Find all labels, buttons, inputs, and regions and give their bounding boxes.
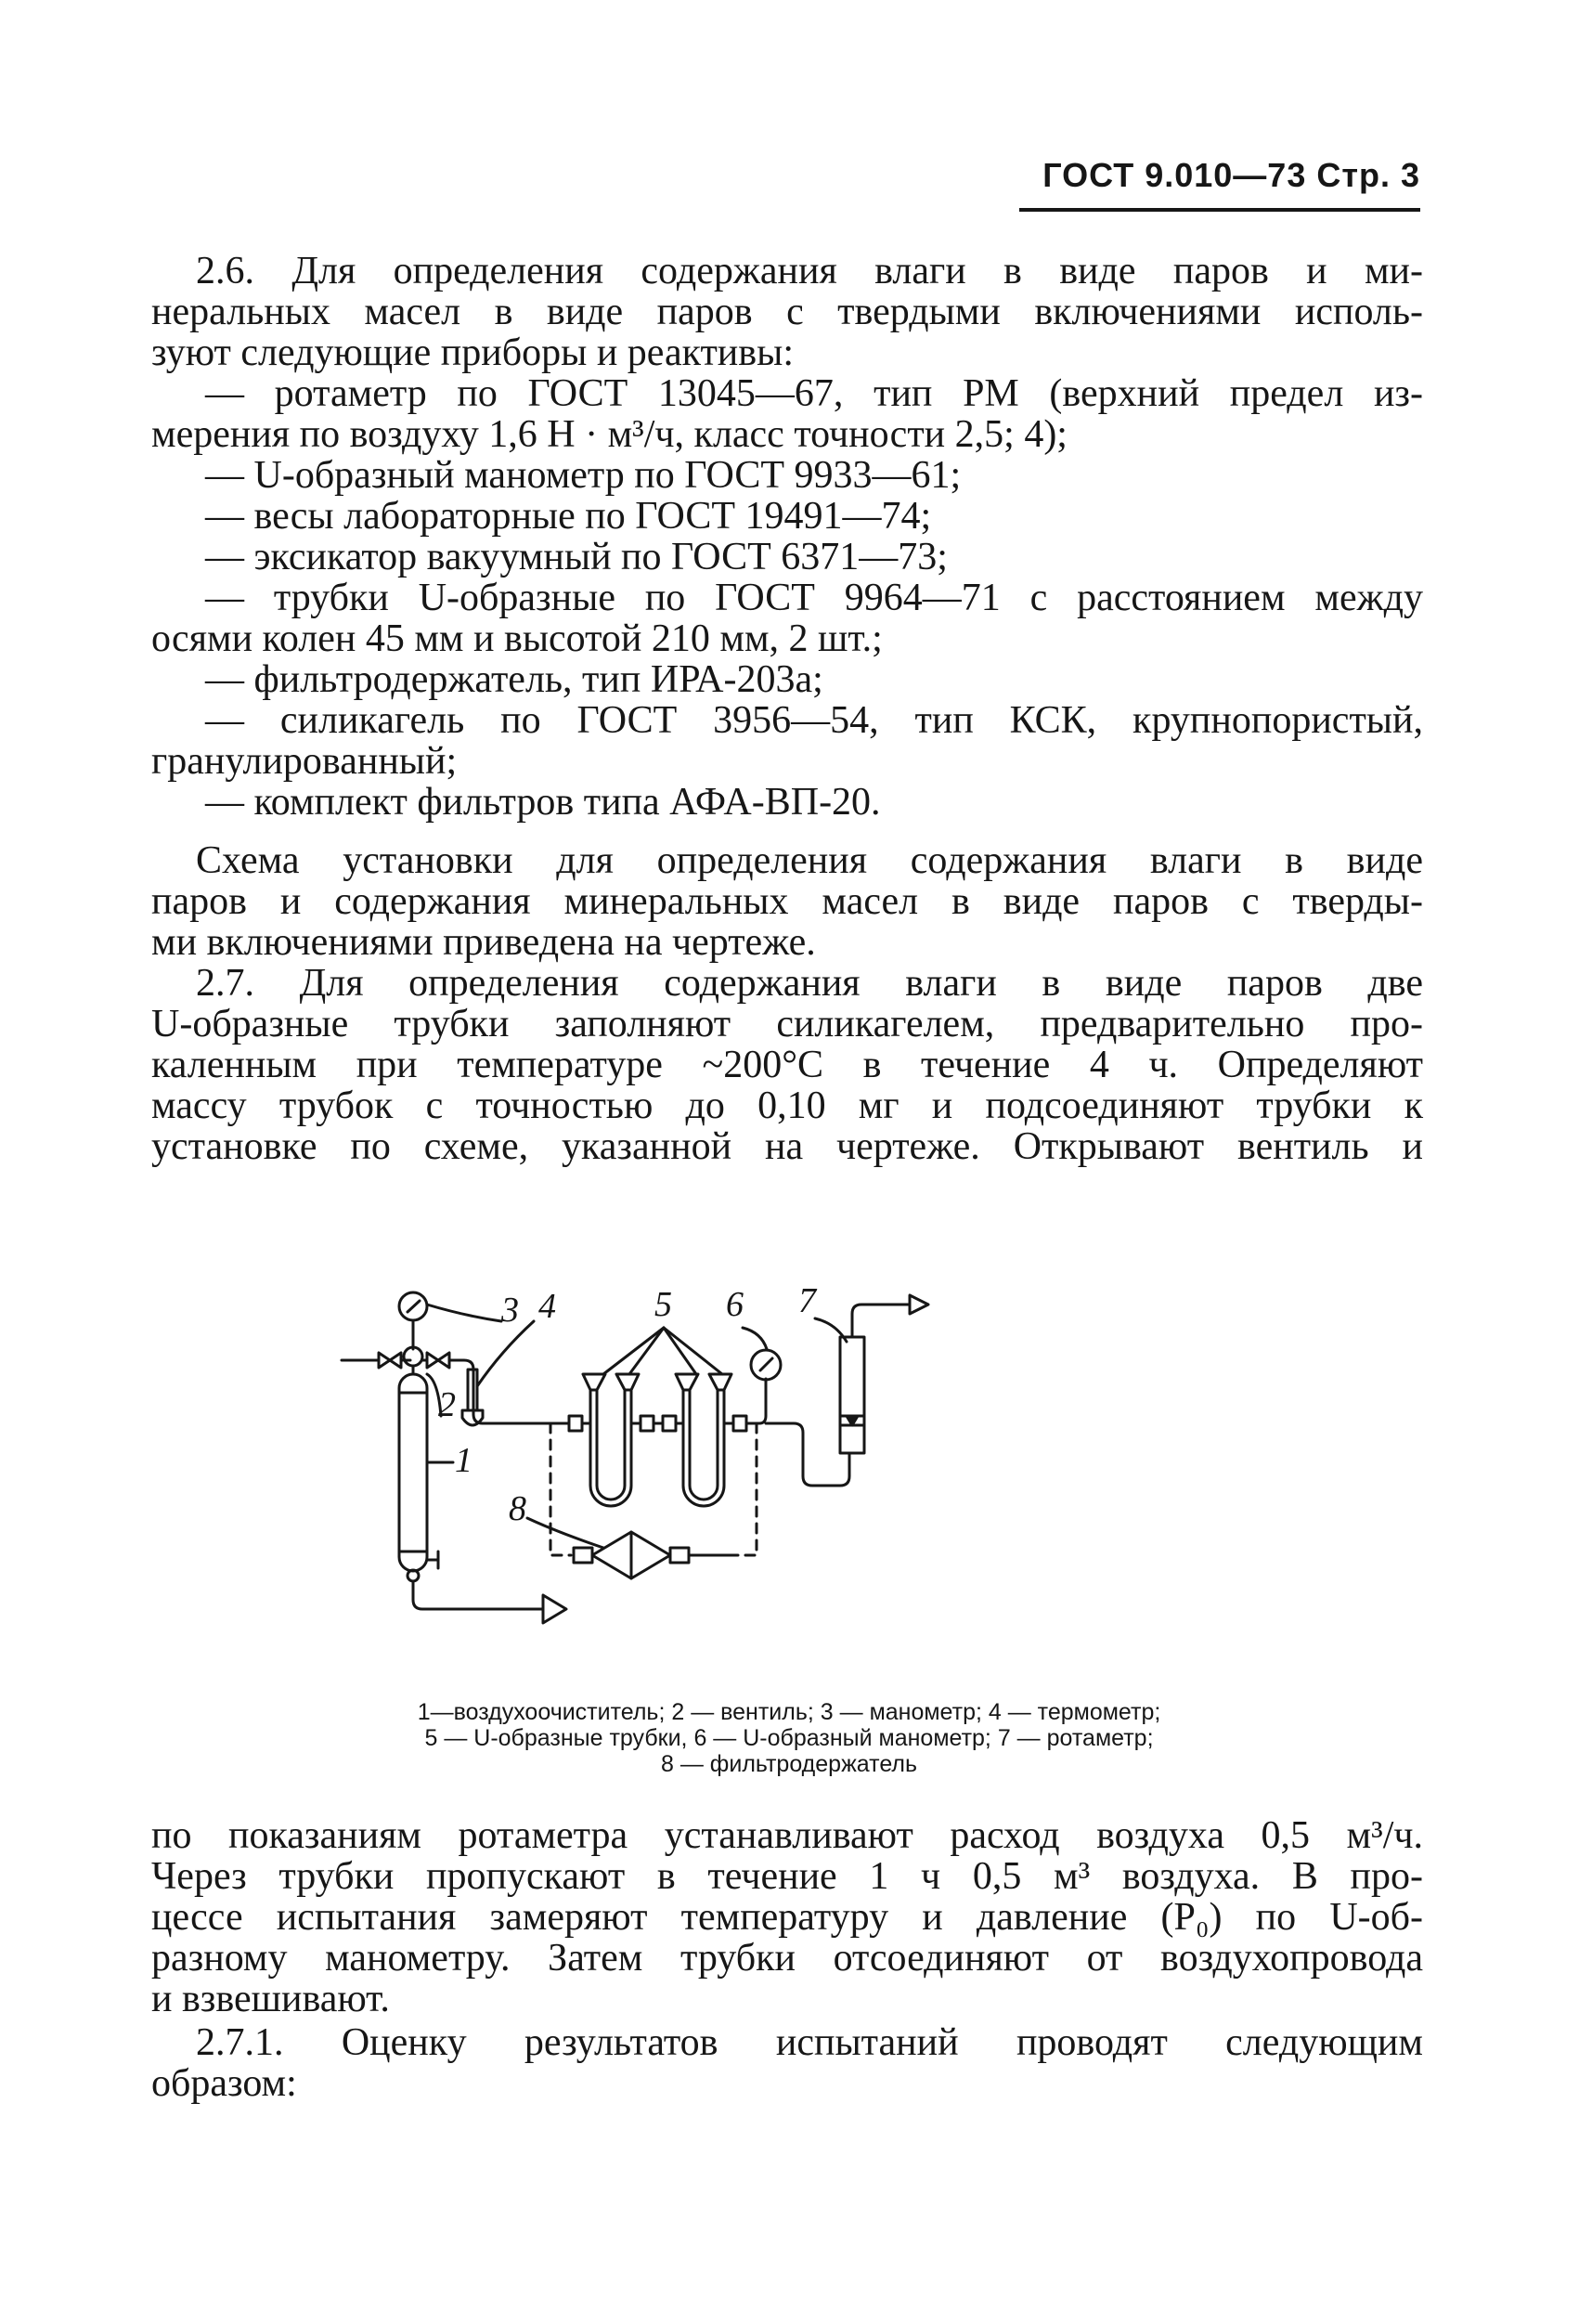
leader-line — [743, 1328, 767, 1349]
list-item: — весы лабораторные по ГОСТ 19491—74; — [205, 495, 932, 538]
figure-label-3: 3 — [501, 1291, 519, 1330]
paragraph-line: неральных масел в виде паров с твердыми включениями исполь- — [151, 291, 1423, 333]
list-item: — трубки U-образные по ГОСТ 9964—71 с расстоянием между — [205, 577, 1423, 619]
figure-label-1: 1 — [455, 1441, 472, 1480]
pipe — [852, 1305, 910, 1337]
page-header — [1012, 156, 1420, 195]
apparatus-svg — [334, 1277, 1281, 1694]
connector — [569, 1416, 582, 1431]
leader-line — [527, 1518, 603, 1548]
figure-label-4: 4 — [538, 1287, 556, 1326]
tube-stopper-icon — [676, 1374, 698, 1390]
list-item: — ротаметр по ГОСТ 13045—67, тип РМ (верхний предел из- — [205, 372, 1423, 415]
list-item: — комплект фильтров типа АФА-ВП-20. — [205, 781, 881, 824]
paragraph-line: и взвешивают. — [151, 1978, 390, 2020]
list-item-cont: гранулированный; — [151, 740, 458, 783]
paragraph-line: паров и содержания минеральных масел в виде паров с тверды- — [151, 880, 1423, 923]
procedure-paragraph — [151, 1815, 1423, 2019]
drain-pipe — [413, 1581, 543, 1609]
figure-label-7: 7 — [798, 1281, 816, 1320]
leader-line — [477, 1321, 534, 1386]
paragraph-line: U-образные трубки заполняют силикагелем, предварительно про- — [151, 1003, 1423, 1045]
rotameter-7 — [840, 1337, 864, 1453]
list-item-cont: мерения по воздуху 1,6 Н · м³/ч, класс точности 2,5; 4); — [151, 413, 1068, 456]
figure-label-2: 2 — [438, 1385, 456, 1424]
connector — [670, 1548, 689, 1563]
outlet-arrow-icon — [543, 1595, 566, 1623]
figure-label-8: 8 — [509, 1489, 526, 1528]
caption-line: 8 — фильтродержатель — [660, 1751, 918, 1777]
paragraph-line: 2.7. Для определения содержания влаги в виде паров две — [196, 962, 1423, 1005]
connector — [641, 1416, 654, 1431]
paragraph-line: цессе испытания замеряют температуру и давление (P₀) по U-об- — [151, 1896, 1423, 1939]
paragraph-line: разному манометру. Затем трубки отсоединяют от воздухопровода — [151, 1937, 1423, 1980]
paragraph-line: ми включениями приведена на чертеже. — [151, 921, 816, 964]
list-item: — фильтродержатель, тип ИРА-203а; — [205, 658, 823, 701]
section-2-7 — [151, 963, 1423, 1167]
paragraph-line: установке по схеме, указанной на чертеже. Открывают вентиль и — [151, 1125, 1423, 1168]
valve-2-icon — [427, 1353, 438, 1368]
paragraph-line: по показаниям ротаметра устанавливают расход воздуха 0,5 м³/ч. — [151, 1814, 1423, 1857]
list-item-cont: осями колен 45 мм и высотой 210 мм, 2 шт.; — [151, 617, 883, 660]
tube-stopper-icon — [709, 1374, 731, 1390]
paragraph-line: каленным при температуре ~200°С в течение 4 ч. Определяют — [151, 1044, 1423, 1086]
tube-stopper-icon — [583, 1374, 605, 1390]
list-item: — эксикатор вакуумный по ГОСТ 6371—73; — [205, 536, 948, 578]
paragraph-line: массу трубок с точностью до 0,10 мг и подсоединяют трубки к — [151, 1084, 1423, 1127]
scheme-paragraph — [151, 840, 1423, 963]
list-item: — силикагель по ГОСТ 3956—54, тип КСК, крупнопористый, — [205, 699, 1423, 742]
figure-label-5: 5 — [654, 1285, 672, 1324]
caption-line: 5 — U-образные трубки, 6 — U-образный манометр; 7 — ротаметр; — [424, 1725, 1154, 1751]
apparatus-diagram — [334, 1277, 1281, 1694]
valve-2-icon — [438, 1353, 449, 1368]
section-2-7-1 — [151, 2022, 1423, 2104]
header-rule — [1019, 208, 1420, 212]
inlet-valve-icon — [390, 1353, 401, 1368]
figure-caption — [278, 1699, 1300, 1777]
header-title: ГОСТ 9.010—73 Стр. 3 — [1042, 156, 1420, 194]
paragraph-line: 2.6. Для определения содержания влаги в виде паров и ми- — [196, 250, 1423, 292]
leader-line — [427, 1305, 501, 1321]
connector — [663, 1416, 676, 1431]
connector — [574, 1548, 592, 1563]
air-cleaner-1 — [399, 1374, 427, 1571]
outlet-arrow-icon — [910, 1295, 928, 1314]
connector — [733, 1416, 746, 1431]
figure-label-6: 6 — [726, 1285, 744, 1324]
paragraph-line: зуют следующие приборы и реактивы: — [151, 331, 794, 374]
tube-stopper-icon — [616, 1374, 639, 1390]
bypass-line — [729, 1423, 757, 1555]
caption-line: 1—воздухоочиститель; 2 — вентиль; 3 — манометр; 4 — термометр; — [417, 1699, 1161, 1725]
list-item: — U-образный манометр по ГОСТ 9933—61; — [205, 454, 962, 497]
paragraph-line: Схема установки для определения содержания влаги в виде — [196, 839, 1423, 882]
paragraph-line: 2.7.1. Оценку результатов испытаний проводят следующим — [196, 2021, 1423, 2064]
paragraph-line: Через трубки пропускают в течение 1 ч 0,5 м³ воздуха. В про- — [151, 1855, 1423, 1898]
inlet-valve-icon — [379, 1353, 390, 1368]
paragraph-line: образом: — [151, 2062, 297, 2105]
pipe — [766, 1423, 849, 1486]
section-2-6 — [151, 251, 1423, 823]
